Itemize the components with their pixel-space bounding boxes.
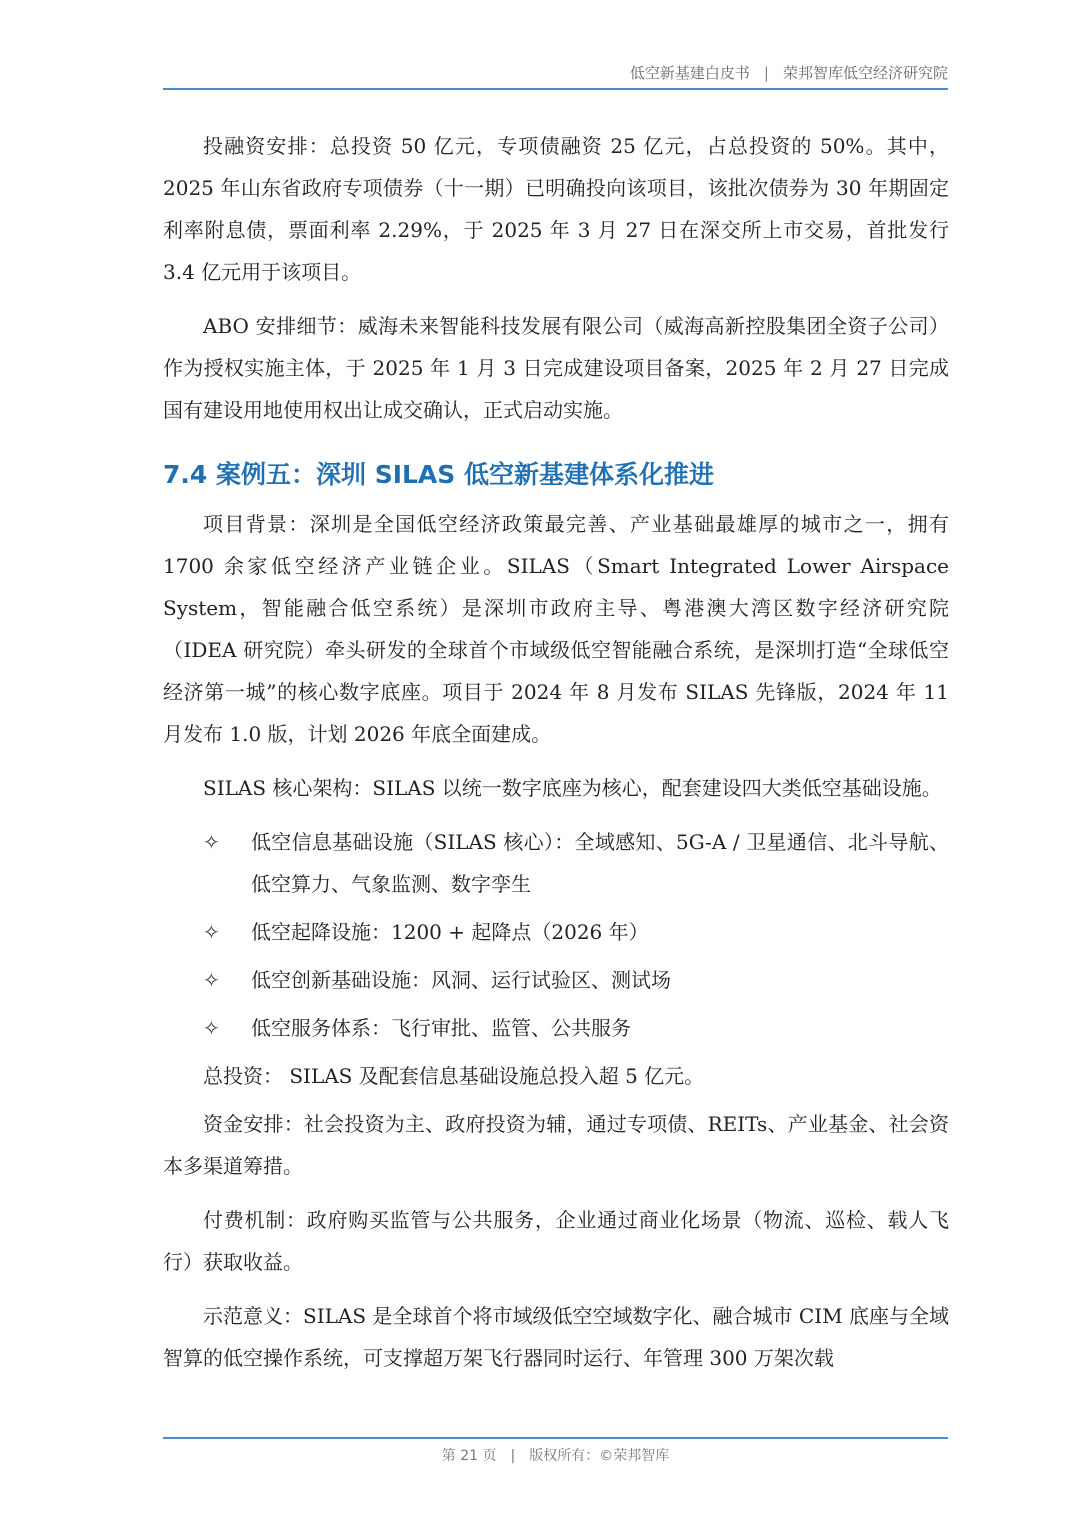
paragraph-payment: 付费机制：政府购买监管与公共服务，企业通过商业化场景（物流、巡检、载人飞行）获取收益。 — [163, 1208, 949, 1274]
bullet-item — [203, 959, 949, 1001]
diamond-bullet-icon: ✧ — [203, 830, 220, 854]
header-org: 荣邦智库低空经济研究院 — [782, 64, 948, 82]
paragraph-investment: 总投资： SILAS 及配套信息基础设施总投入超 5 亿元。 — [203, 1064, 705, 1088]
header-separator: | — [763, 64, 769, 82]
page-footer — [163, 1437, 948, 1465]
section-heading: 7.4 案例五：深圳 SILAS 低空新基建体系化推进 — [163, 460, 714, 489]
bullet-text: 低空创新基础设施：风洞、运行试验区、测试场 — [251, 968, 671, 992]
bullet-item — [203, 911, 949, 953]
diamond-bullet-icon: ✧ — [203, 920, 220, 944]
bullet-text: 低空服务体系：飞行审批、监管、公共服务 — [251, 1016, 631, 1040]
diamond-bullet-icon: ✧ — [203, 1016, 220, 1040]
paragraph-abo: ABO 安排细节：威海未来智能科技发展有限公司（威海高新控股集团全资子公司）作为授权实施主体，于 2025 年 1 月 3 日完成建设项目备案，2025 年 2 月 27 日完成国有建设用地使用权出让成交确认，正式启动实施。 — [163, 314, 949, 422]
page-header — [163, 62, 948, 90]
bullet-item — [203, 1007, 949, 1049]
diamond-bullet-icon: ✧ — [203, 968, 220, 992]
paragraph-significance: 示范意义：SILAS 是全球首个将市域级低空空域数字化、融合城市 CIM 底座与全域智算的低空操作系统，可支撑超万架飞行器同时运行、年管理 300 万架次载 — [163, 1304, 949, 1370]
header-title: 低空新基建白皮书 — [629, 64, 750, 82]
paragraph-architecture: SILAS 核心架构：SILAS 以统一数字底座为核心，配套建设四大类低空基础设施。 — [203, 776, 942, 800]
copyright-text: 版权所有：©荣邦智库 — [529, 1448, 670, 1464]
paragraph-financing: 投融资安排：总投资 50 亿元，专项债融资 25 亿元，占总投资的 50%。其中，2025 年山东省政府专项债券（十一期）已明确投向该项目，该批次债券为 30 年期固定利率附息债，票面利率 2.29%，于 2025 年 3 月 27 日在深交所上市交易，首批发行 3.4 亿元用于该项目。 — [163, 134, 949, 284]
bullet-item — [203, 821, 949, 905]
paragraph-funding: 资金安排：社会投资为主、政府投资为辅，通过专项债、REITs、产业基金、社会资本多渠道筹措。 — [163, 1112, 949, 1178]
page-number: 第 21 页 — [441, 1448, 497, 1464]
page-body — [163, 125, 949, 1379]
bullet-text: 低空起降设施：1200 + 起降点（2026 年） — [251, 920, 649, 944]
bullet-text: 低空信息基础设施（SILAS 核心）：全域感知、5G-A / 卫星通信、北斗导航、低空算力、气象监测、数字孪生 — [251, 830, 949, 896]
footer-separator: | — [510, 1448, 516, 1464]
paragraph-background: 项目背景：深圳是全国低空经济政策最完善、产业基础最雄厚的城市之一，拥有 1700 余家低空经济产业链企业。SILAS（Smart Integrated Lower Airspace System，智能融合低空系统）是深圳市政府主导、粤港澳大湾区数字经济研究院（IDEA 研究院）牵头研发的全球首个市域级低空智能融合系统，是深圳打造“全球低空经济第一城”的核心数字底座。项目于 2024 年 8 月发布 SILAS 先锋版，2024 年 11 月发布 1.0 版，计划 2026 年底全面建成。 — [163, 512, 949, 746]
